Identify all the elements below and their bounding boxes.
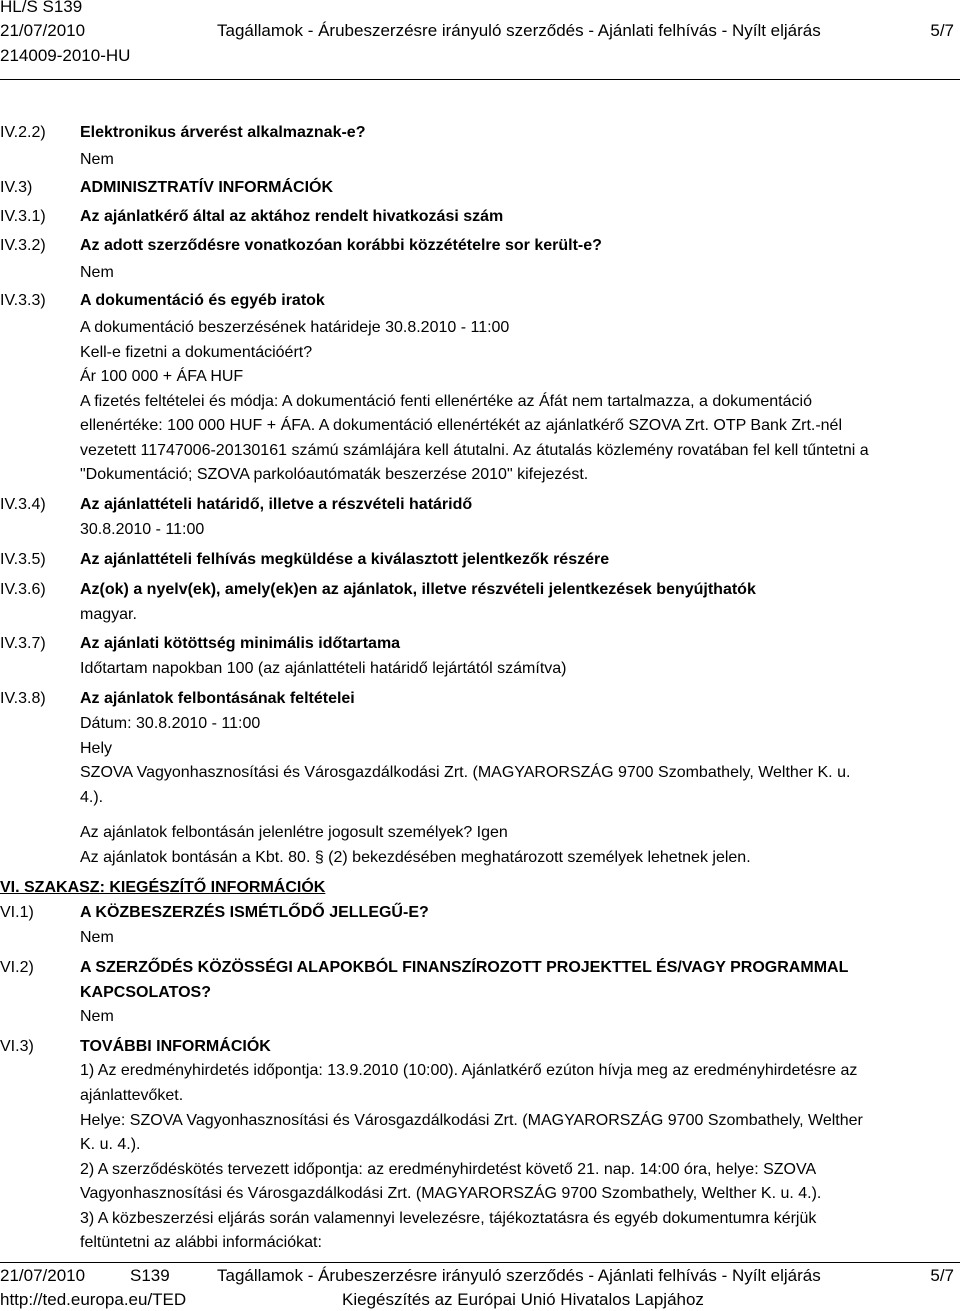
validity-period-value: Időtartam napokban 100 (az ajánlattételi határidő lejártától számítva) (80, 660, 567, 677)
payment-terms-line-4: "Dokumentáció; SZOVA parkolóautómaták beszerzése 2010" kifejezést. (80, 466, 589, 483)
additional-info-line-1: 1) Az eredményhirdetés időpontja: 13.9.2010 (10:00). Ajánlatkérő ezúton hívja meg az eredményhirdetésre az (80, 1062, 858, 1079)
header-notice-id: 214009-2010-HU (0, 46, 131, 65)
additional-info-line-2: ajánlattevőket. (80, 1087, 184, 1104)
opening-place-line-1: SZOVA Vagyonhasznosítási és Városgazdálkodási Zrt. (MAGYARORSZÁG 9700 Szombathely, Welther K. u. (80, 764, 851, 781)
section-number: IV.3.7) (0, 635, 46, 652)
additional-info-line-4: K. u. 4.). (80, 1136, 141, 1153)
section-answer: Nem (80, 1008, 114, 1025)
payment-terms-line-2: ellenértéke: 100 000 HUF + ÁFA. A dokumentáció ellenértékét az ajánlatkérő SZOVA Zrt. OTP Bank Zrt.-nél (80, 417, 843, 434)
section-title: Az ajánlatok felbontásának feltételei (80, 690, 355, 707)
section-title: Az adott szerződésre vonatkozóan korábbi közzétételre sor került-e? (80, 237, 602, 254)
page-header (0, 0, 960, 78)
section-title: TOVÁBBI INFORMÁCIÓK (80, 1038, 271, 1055)
header-date: 21/07/2010 (0, 21, 86, 40)
documentation-payable-question: Kell-e fizetni a dokumentációért? (80, 344, 313, 361)
section-number: IV.3.5) (0, 551, 46, 568)
section-vi-title: VI. SZAKASZ: KIEGÉSZÍTŐ INFORMÁCIÓK (0, 879, 326, 896)
opening-persons: Az ajánlatok felbontásán jelenlétre jogosult személyek? Igen (80, 824, 508, 841)
additional-info-line-3: Helye: SZOVA Vagyonhasznosítási és Városgazdálkodási Zrt. (MAGYARORSZÁG 9700 Szombathely, Welther (80, 1112, 863, 1129)
section-number: VI.1) (0, 904, 34, 921)
section-number: IV.3.1) (0, 208, 46, 225)
section-number: IV.3) (0, 179, 33, 196)
section-title-line-2: KAPCSOLATOS? (80, 984, 211, 1001)
header-divider (0, 79, 960, 80)
section-answer: Nem (80, 264, 114, 281)
section-title: A dokumentáció és egyéb iratok (80, 292, 325, 309)
section-number: VI.2) (0, 959, 34, 976)
section-title: Az ajánlati kötöttség minimális időtartama (80, 635, 401, 652)
section-answer: Nem (80, 151, 114, 168)
footer-title: Tagállamok - Árubeszerzésre irányuló szerződés - Ajánlati felhívás - Nyílt eljárás (217, 1266, 821, 1285)
opening-date: Dátum: 30.8.2010 - 11:00 (80, 715, 261, 732)
section-number: IV.3.3) (0, 292, 46, 309)
section-number: IV.3.6) (0, 581, 46, 598)
section-number: VI.3) (0, 1038, 34, 1055)
footer-series: S139 (130, 1266, 170, 1285)
additional-info-line-8: feltüntetni az alábbi információkat: (80, 1234, 322, 1251)
payment-terms-line-1: A fizetés feltételei és módja: A dokumentáció fenti ellenértéke az Áfát nem tartalmazza, a dokumentáció (80, 393, 812, 410)
footer-date: 21/07/2010 (0, 1266, 86, 1285)
footer-page-number: 5/7 (930, 1266, 954, 1285)
documentation-deadline: A dokumentáció beszerzésének határideje 30.8.2010 - 11:00 (80, 319, 510, 336)
payment-terms-line-3: vezetett 11747006-20130161 számú számlájára kell átutalni. Az átutalás közlemény rovatában fel kell tűntetni a (80, 442, 869, 459)
section-answer: Nem (80, 929, 114, 946)
section-title: Az ajánlattételi felhívás megküldése a kiválasztott jelentkezők részére (80, 551, 610, 568)
page-footer (0, 1263, 960, 1311)
footer-url-link[interactable]: http://ted.europa.eu/TED (0, 1290, 187, 1309)
section-title: Az(ok) a nyelv(ek), amely(ek)en az ajánlatok, illetve részvételi jelentkezések benyújthatók (80, 581, 756, 598)
section-number: IV.3.4) (0, 496, 46, 513)
section-title-line-1: A SZERZŐDÉS KÖZÖSSÉGI ALAPOKBÓL FINANSZÍROZOTT PROJEKTTEL ÉS/VAGY PROGRAMMAL (80, 959, 849, 976)
tender-deadline-value: 30.8.2010 - 11:00 (80, 521, 205, 538)
section-title: Az ajánlattételi határidő, illetve a részvételi határidő (80, 496, 473, 513)
section-number: IV.3.8) (0, 690, 46, 707)
header-title: Tagállamok - Árubeszerzésre irányuló szerződés - Ajánlati felhívás - Nyílt eljárás (217, 21, 821, 40)
header-series: HL/S S139 (0, 0, 83, 16)
additional-info-line-7: 3) A közbeszerzési eljárás során valamennyi levelezésre, tájékoztatásra és egyéb dokumentumra kérjük (80, 1210, 817, 1227)
opening-place-label: Hely (80, 740, 113, 757)
section-title: ADMINISZTRATÍV INFORMÁCIÓK (80, 179, 334, 196)
opening-place-line-2: 4.). (80, 789, 104, 806)
section-number: IV.2.2) (0, 124, 46, 141)
section-title: Elektronikus árverést alkalmaznak-e? (80, 124, 366, 141)
section-title: Az ajánlatkérő által az aktához rendelt hivatkozási szám (80, 208, 504, 225)
language-value: magyar. (80, 606, 137, 623)
section-number: IV.3.2) (0, 237, 46, 254)
opening-persons-detail: Az ajánlatok bontásán a Kbt. 80. § (2) bekezdésében meghatározott személyek lehetnek jelen. (80, 849, 751, 866)
section-title: A KÖZBESZERZÉS ISMÉTLŐDŐ JELLEGŰ-E? (80, 904, 429, 921)
footer-publisher: Kiegészítés az Európai Unió Hivatalos Lapjához (342, 1290, 704, 1309)
additional-info-line-6: Vagyonhasznosítási és Városgazdálkodási Zrt. (MAGYARORSZÁG 9700 Szombathely, Welther K. u. 4.). (80, 1185, 822, 1202)
documentation-price: Ár 100 000 + ÁFA HUF (80, 368, 244, 385)
additional-info-line-5: 2) A szerződéskötés tervezett időpontja: az eredményhirdetést követő 21. nap. 14:00 óra, helye: SZOVA (80, 1161, 817, 1178)
header-page-number: 5/7 (930, 21, 954, 40)
